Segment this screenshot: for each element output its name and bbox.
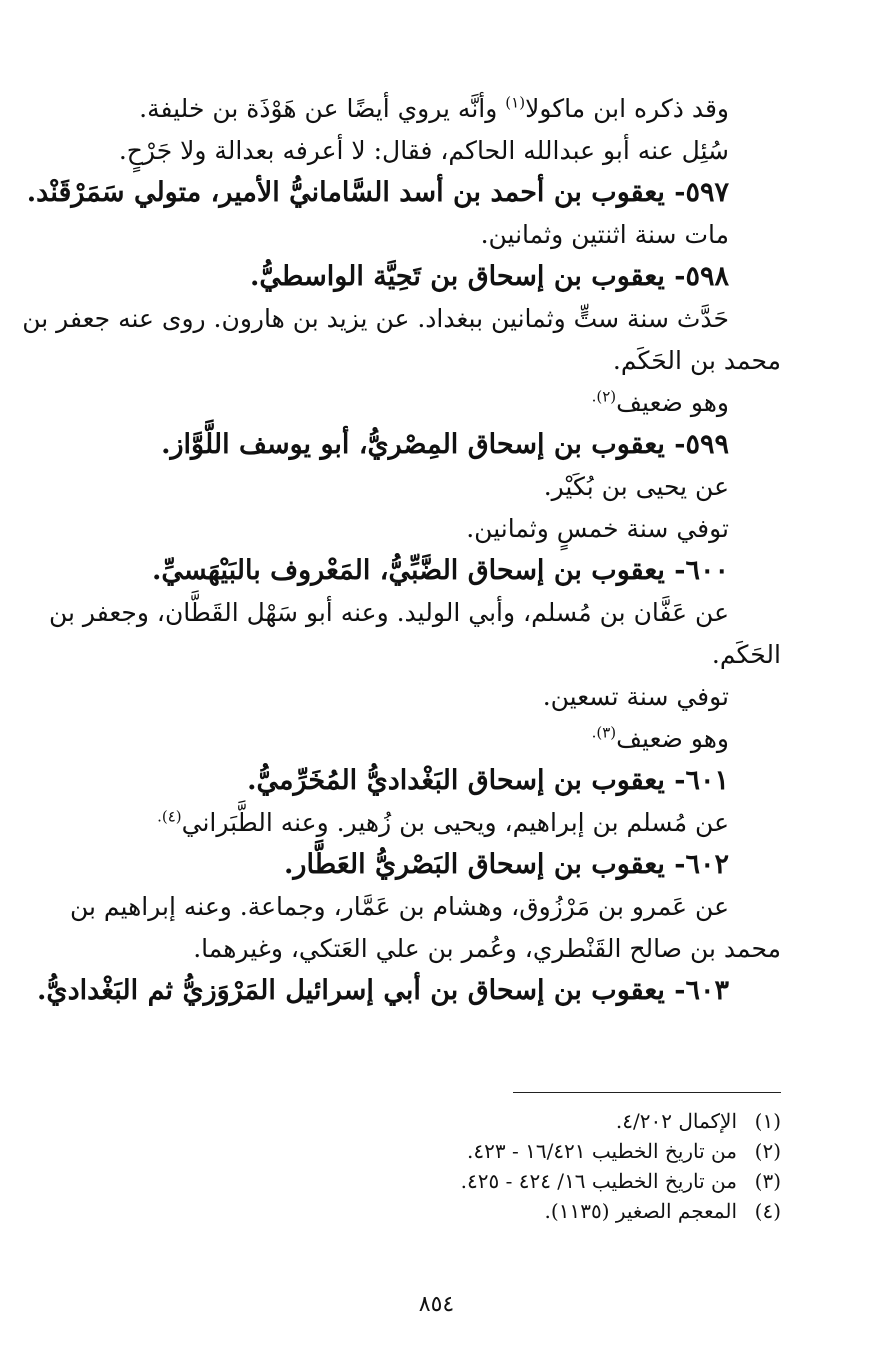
footnote (39, 1106, 781, 1136)
footnote-number: (١) (754, 1109, 781, 1133)
entry-heading-600: ٦٠٠- يعقوب بن إسحاق الضَّبِّيُّ، المَعْروف بالبَيْهَسيِّ. (152, 555, 729, 586)
entry-heading-601: ٦٠١- يعقوب بن إسحاق البَغْداديُّ المُخَرِّميُّ. (247, 765, 729, 796)
footnote-text: المعجم الصغير (١١٣٥). (544, 1199, 737, 1223)
text-line: حَدَّث سنة ستٍّ وثمانين ببغداد. عن يزيد بن هارون. روى عنه جعفر بن (22, 304, 729, 333)
text-line: توفي سنة خمسٍ وثمانين. (466, 514, 729, 543)
text-line: محمد بن الحَكَم. (612, 346, 781, 375)
footnote-marker[interactable]: (٤). (157, 807, 182, 826)
footnote-number: (٣) (754, 1169, 781, 1193)
footnote (39, 1196, 781, 1226)
text-line: وقد ذكره ابن ماكولا$^{(١)}$ وأنَّه يروي أيضًا عن هَوْذَة بن خليفة. (139, 93, 729, 123)
entry-heading-597: ٥٩٧- يعقوب بن أحمد بن أسد السَّامانيُّ الأمير، متولي سَمَرْقَنْد. (26, 177, 729, 208)
footnote-number: (٤) (754, 1199, 781, 1223)
text-line: سُئِل عنه أبو عبدالله الحاكم، فقال: لا أعرفه بعدالة ولا جَرْحٍ. (118, 136, 729, 165)
footnote-text: من تاريخ الخطيب ١٦/ ٤٢٤ - ٤٢٥. (460, 1169, 737, 1193)
footnotes (39, 1106, 781, 1226)
text-line: عن عَفَّان بن مُسلم، وأبي الوليد. وعنه أبو سَهْل القَطَّان، وجعفر بن (48, 598, 729, 627)
text-line: محمد بن صالح القَنْطري، وعُمر بن علي العَتكي، وغيرهما. (193, 934, 781, 963)
entry-heading-603: ٦٠٣- يعقوب بن إسحاق بن أبي إسرائيل المَرْوَزيُّ ثم البَغْداديُّ. (37, 975, 729, 1006)
text-line: مات سنة اثنتين وثمانين. (480, 220, 729, 249)
text-line: توفي سنة تسعين. (542, 682, 729, 711)
text-line: عن عَمرو بن مَرْزُوق، وهشام بن عَمَّار، وجماعة. وعنه إبراهيم بن (69, 892, 729, 921)
text-line: وهو ضعيف$^{(٢).}$ (591, 387, 729, 417)
footnote-number: (٢) (754, 1139, 781, 1163)
entry-heading-598: ٥٩٨- يعقوب بن إسحاق بن تَحِيَّة الواسطيُّ. (250, 261, 729, 292)
footnote (39, 1166, 781, 1196)
text-line: عن مُسلم بن إبراهيم، ويحيى بن زُهير. وعنه الطَّبَراني$^{(٤).}$ (157, 807, 729, 837)
text-line: وهو ضعيف$^{(٣).}$ (591, 723, 729, 753)
text-line: عن يحيى بن بُكَيْر. (543, 472, 729, 501)
footnote-text: الإكمال ٤/٢٠٢. (615, 1109, 737, 1133)
footnote-marker[interactable]: (٣). (591, 723, 617, 742)
footnote-marker[interactable]: (٢). (591, 387, 617, 406)
footnote-text: من تاريخ الخطيب ١٦/٤٢١ - ٤٢٣. (467, 1139, 737, 1163)
footnote-divider (513, 1092, 781, 1093)
page-number: ٨٥٤ (418, 1292, 455, 1317)
text-line: الحَكَم. (711, 640, 781, 669)
main-text (22, 88, 781, 1012)
entry-heading-599: ٥٩٩- يعقوب بن إسحاق المِصْريُّ، أبو يوسف اللَّوَّاز. (161, 429, 729, 460)
footnote-marker[interactable]: (١) (505, 93, 526, 112)
footnote (39, 1136, 781, 1166)
entry-heading-602: ٦٠٢- يعقوب بن إسحاق البَصْريُّ العَطَّار. (284, 849, 729, 880)
